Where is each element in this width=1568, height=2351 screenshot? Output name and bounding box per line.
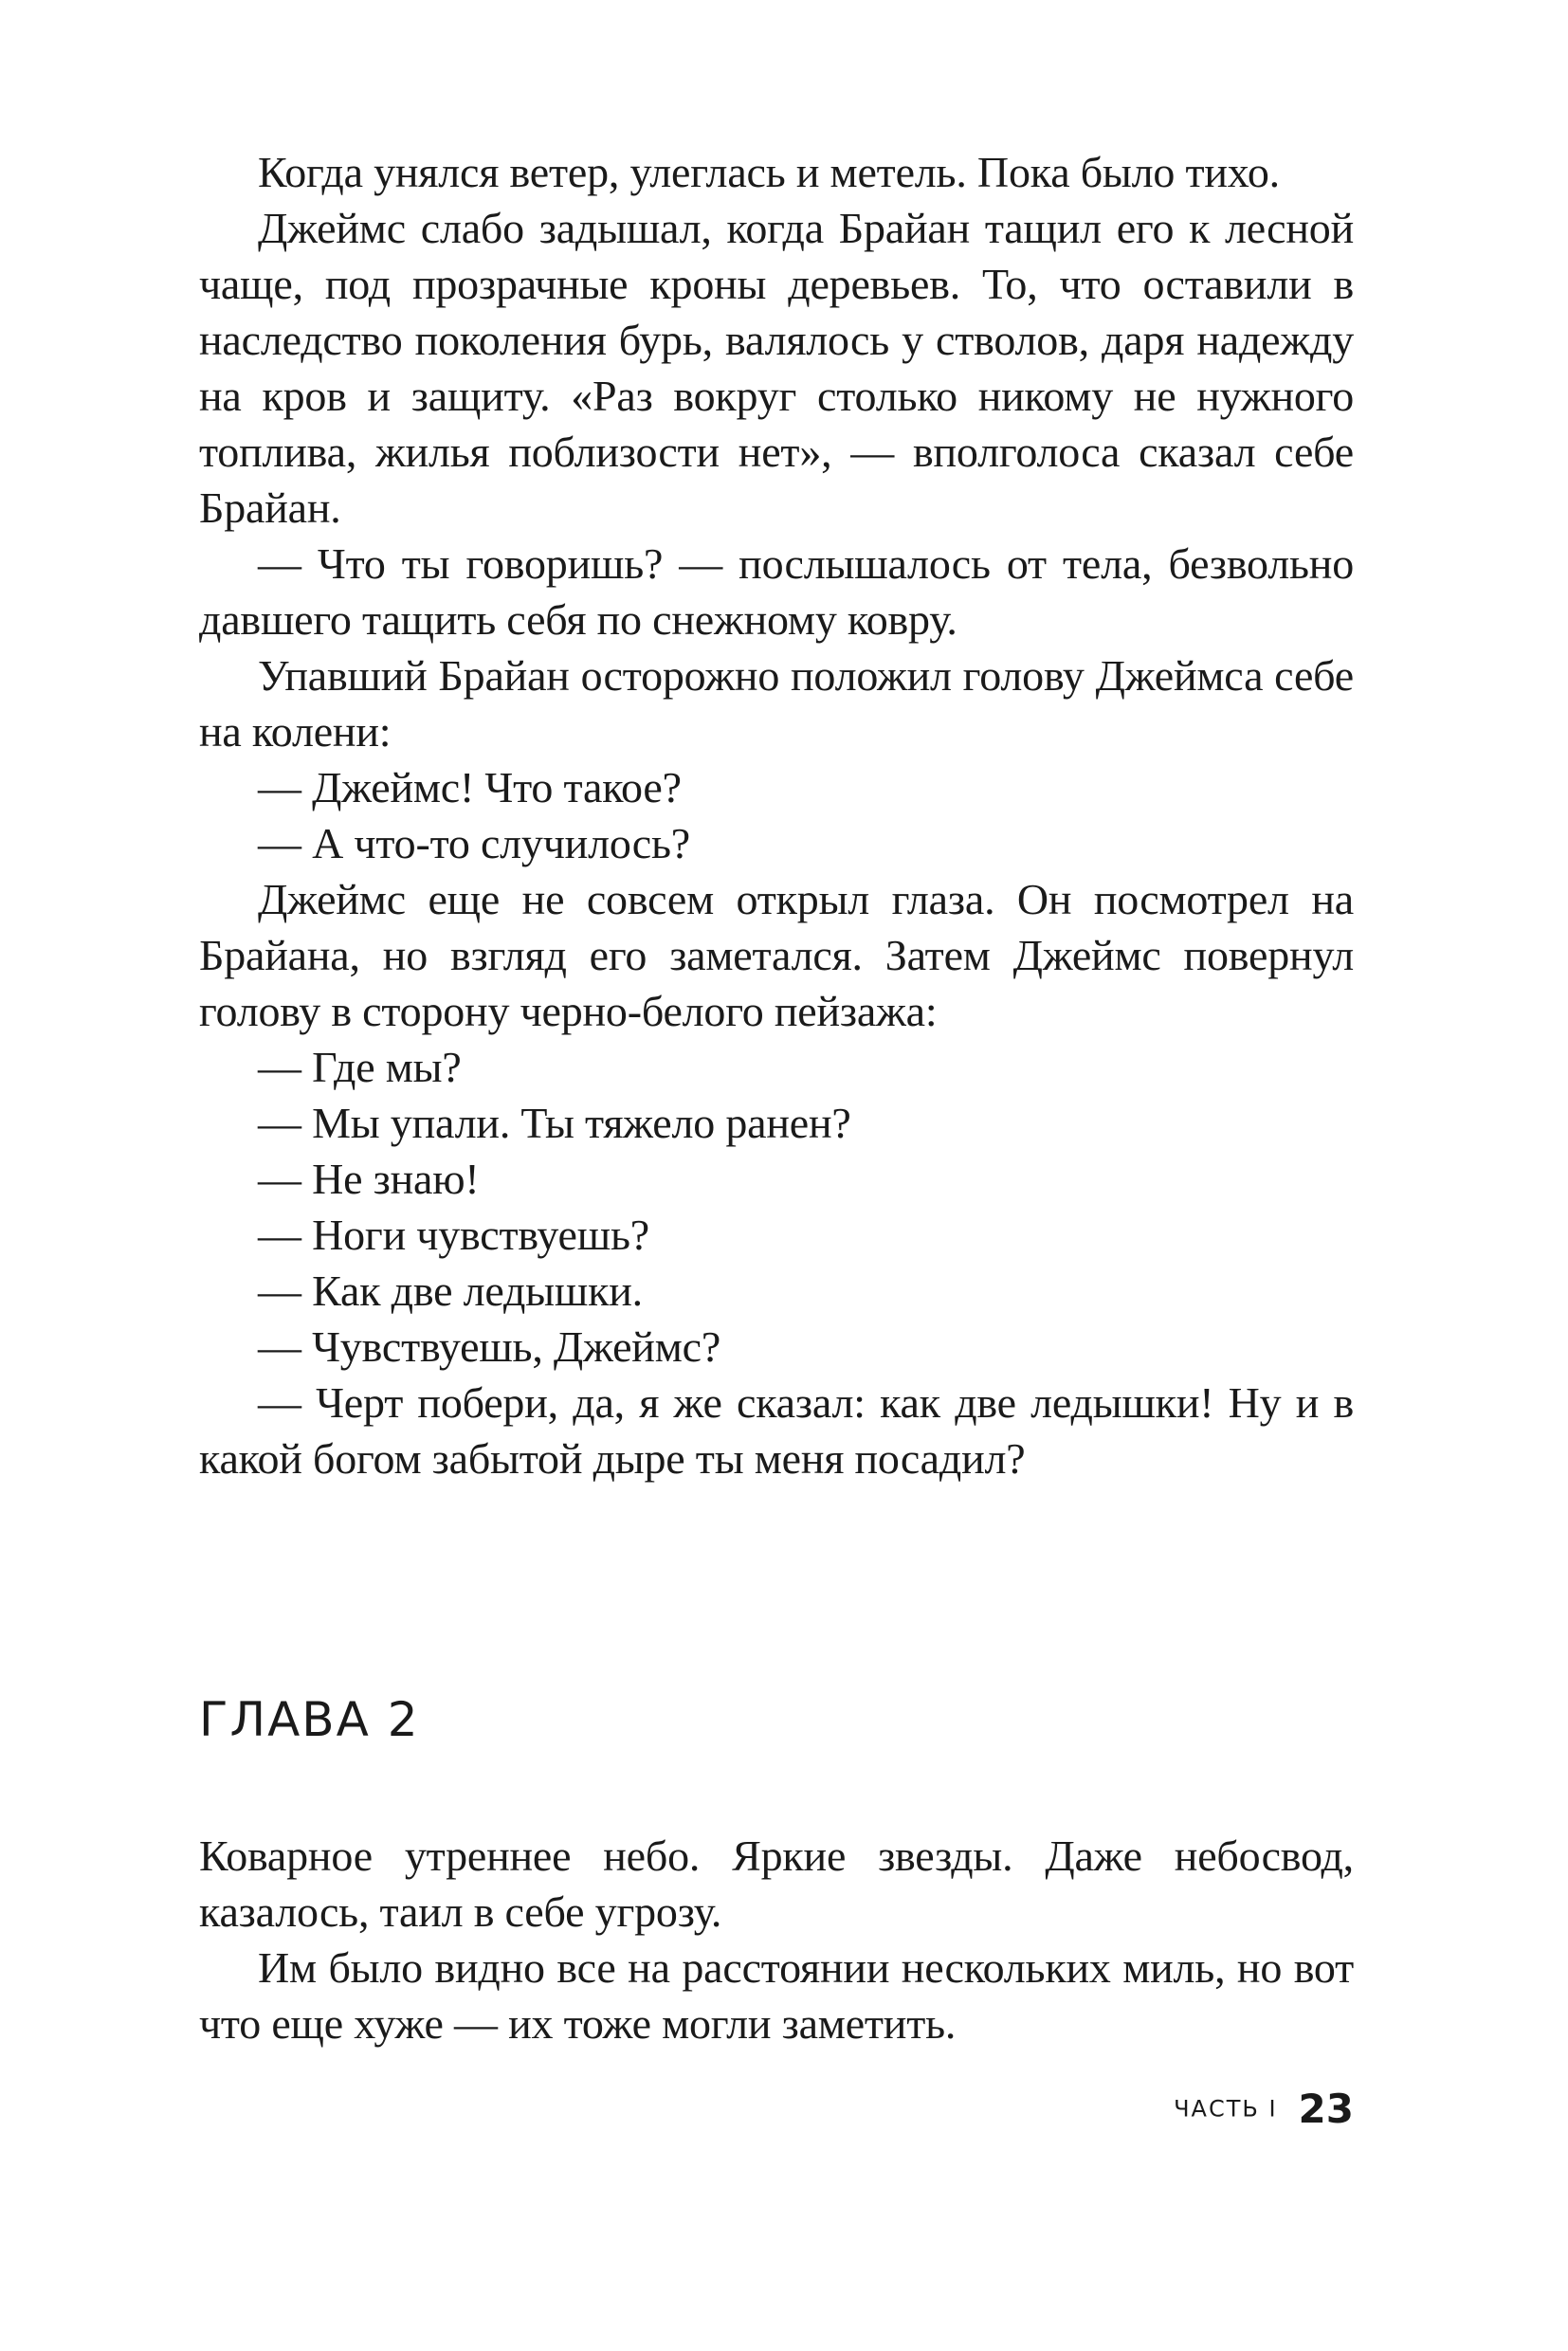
page-number: 23 xyxy=(1298,2086,1354,2132)
dialogue-line: — Не знаю! xyxy=(258,1155,480,1203)
dialogue-line: — Ноги чувствуешь? xyxy=(258,1211,649,1259)
chapter-heading: ГЛАВА 2 xyxy=(199,1692,420,1747)
paragraph: Упавший Брайан осторожно положил голову Джеймса себе на колени: xyxy=(199,651,1354,756)
dialogue-line: — Мы упали. Ты тяжело ранен? xyxy=(258,1099,851,1147)
section-one-text xyxy=(199,144,1354,1486)
paragraph: — Что ты говоришь? — послышалось от тела, безвольно давшего тащить себя по снежному ковру. xyxy=(199,539,1354,644)
dialogue-line: — Как две ледышки. xyxy=(258,1267,643,1315)
part-label: ЧАСТЬ I xyxy=(1174,2095,1278,2123)
page-footer xyxy=(1174,2086,1354,2132)
paragraph: Джеймс слабо задышал, когда Брайан тащил его к лесной чаще, под прозрачные кроны деревьев. То, что оставили в наследство поколения бурь, валялось у стволов, даря надежду на кров и защиту. «Раз вокруг столько никому не нужного топлива, жилья поблизости нет», — вполголоса сказал себе Брайан. xyxy=(199,204,1354,532)
dialogue-line: — Где мы? xyxy=(258,1043,462,1091)
dialogue-line: — Черт побери, да, я же сказал: как две ледышки! Ну и в какой богом забытой дыре ты меня посадил? xyxy=(199,1378,1354,1483)
dialogue-line: — А что-то случилось? xyxy=(258,819,691,867)
paragraph: Когда унялся ветер, улеглась и метель. Пока было тихо. xyxy=(258,148,1280,196)
dialogue-line: — Чувствуешь, Джеймс? xyxy=(258,1322,721,1371)
paragraph: Джеймс еще не совсем открыл глаза. Он посмотрел на Брайана, но взгляд его заметался. Затем Джеймс повернул голову в сторону черно-белого пейзажа: xyxy=(199,875,1354,1035)
paragraph: Им было видно все на расстоянии нескольких миль, но вот что еще хуже — их тоже могли заметить. xyxy=(199,1943,1354,2048)
paragraph: Коварное утреннее небо. Яркие звезды. Даже небосвод, казалось, таил в себе угрозу. xyxy=(199,1832,1354,1936)
section-two-text xyxy=(199,1828,1354,2051)
dialogue-line: — Джеймс! Что такое? xyxy=(258,763,682,811)
